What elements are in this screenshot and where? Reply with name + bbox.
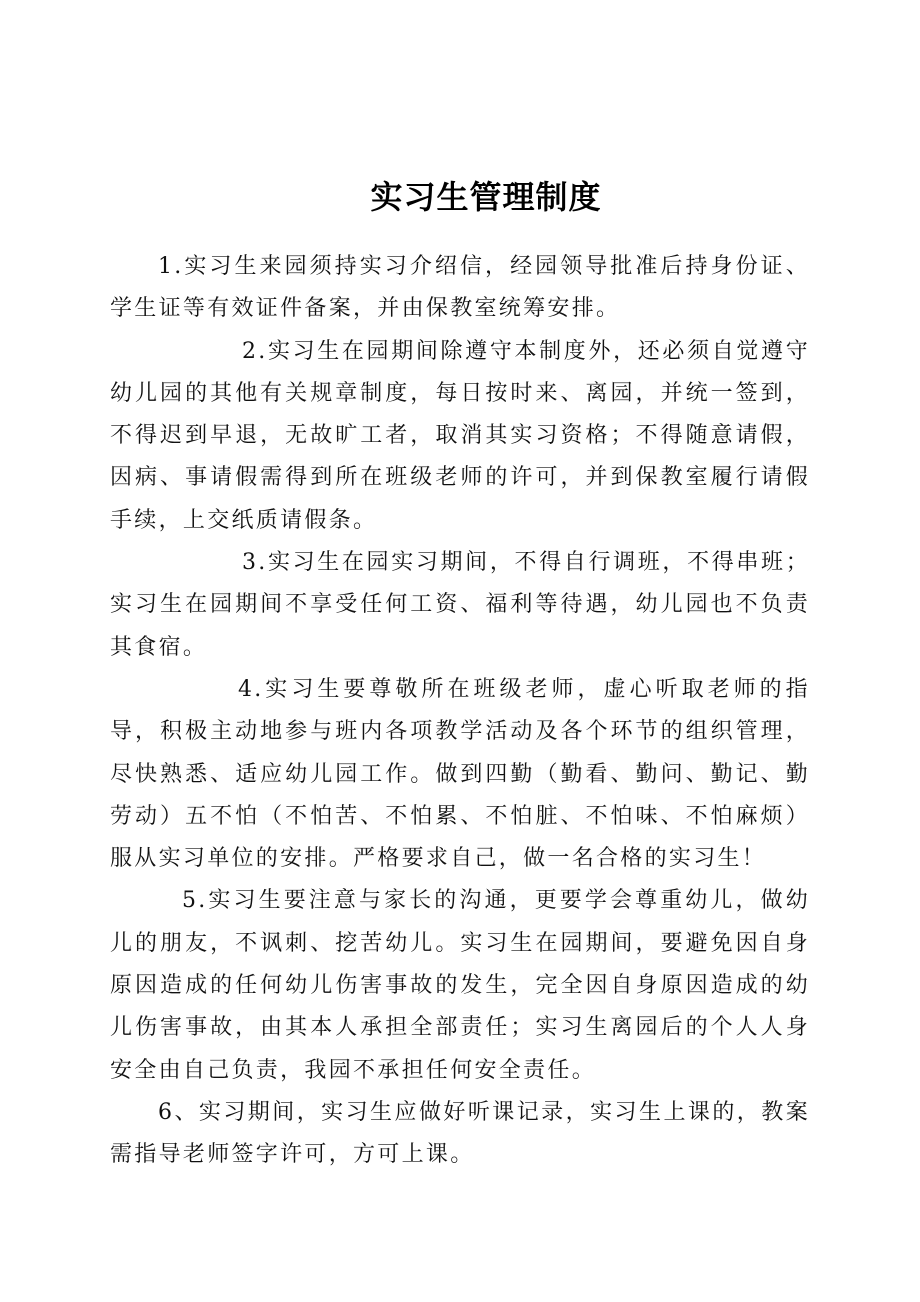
document-body (110, 246, 810, 1177)
rule-paragraph-1: 1.实习生来园须持实习介绍信，经园领导批准后持身份证、学生证等有效证件备案，并由保教室统筹安排。 (110, 254, 810, 322)
page-title: 实习生管理制度 (370, 178, 602, 217)
rule-paragraph-4: 4.实习生要尊敬所在班级老师，虚心听取老师的指导，积极主动地参与班内各项教学活动及各个环节的组织管理，尽快熟悉、适应幼儿园工作。做到四勤（勤看、勤问、勤记、勤劳动）五不怕（不怕苦、不怕累、不怕脏、不怕味、不怕麻烦）服从实习单位的安排。严格要求自己，做一名合格的实习生！ (110, 676, 810, 872)
rule-paragraph-3: 3.实习生在园实习期间，不得自行调班，不得串班；实习生在园期间不享受任何工资、福利等待遇，幼儿园也不负责其食宿。 (110, 550, 810, 660)
rule-paragraph-5: 5.实习生要注意与家长的沟通，更要学会尊重幼儿，做幼儿的朋友，不讽刺、挖苦幼儿。实习生在园期间，要避免因自身原因造成的任何幼儿伤害事故的发生，完全因自身原因造成的幼儿伤害事故，由其本人承担全部责任；实习生离园后的个人人身安全由自己负责，我园不承担任何安全责任。 (110, 888, 810, 1083)
rule-paragraph-6: 6、实习期间，实习生应做好听课记录，实习生上课的，教案需指导老师签字许可，方可上课。 (110, 1099, 810, 1168)
rule-paragraph-2: 2.实习生在园期间除遵守本制度外，还必须自觉遵守幼儿园的其他有关规章制度，每日按时来、离园，并统一签到，不得迟到早退，无故旷工者，取消其实习资格；不得随意请假，因病、事请假需得到所在班级老师的许可，并到保教室履行请假手续，上交纸质请假条。 (110, 338, 810, 533)
